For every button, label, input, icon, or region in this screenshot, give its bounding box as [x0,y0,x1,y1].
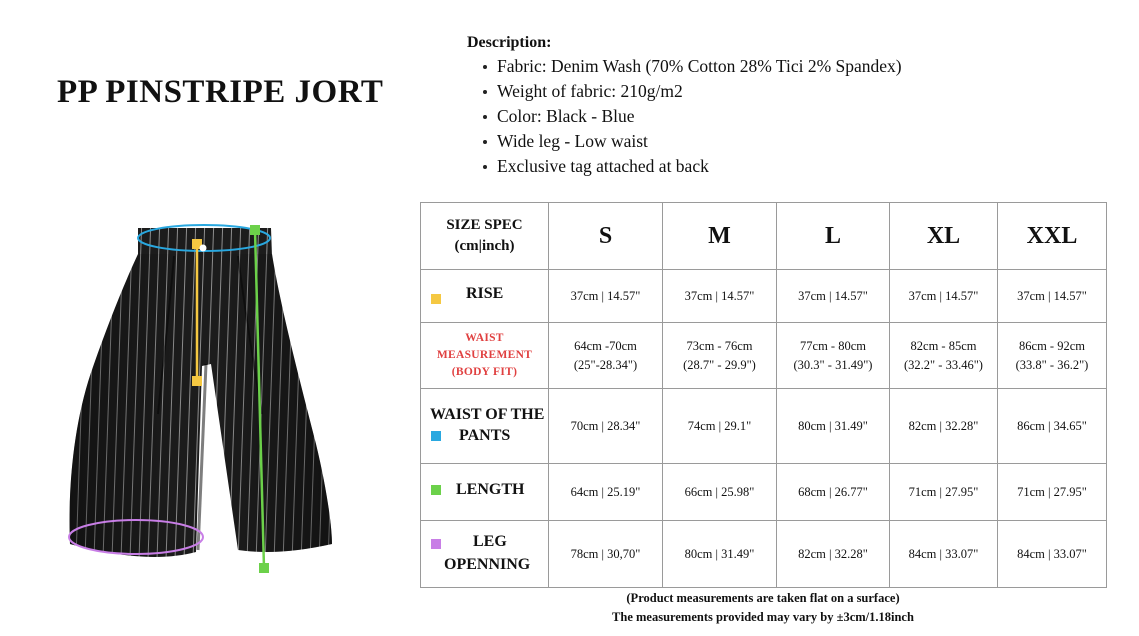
table-row-length [421,464,1107,521]
table-header-row [421,203,1107,270]
table-cell: 66cm | 25.98" [663,464,777,521]
size-header-s: S [549,203,663,270]
table-cell: 71cm | 27.95" [998,464,1107,521]
size-spec-table [420,202,1107,588]
table-cell: 37cm | 14.57" [890,270,998,323]
row-label-leg-opening: LEG OPENNING [421,521,549,588]
row-label-rise: RISE [421,270,549,323]
table-cell: 64cm | 25.19" [549,464,663,521]
description-list [467,54,1107,179]
product-title: PP PINSTRIPE JORT [57,74,384,110]
table-cell: 84cm | 33.07" [890,521,998,588]
table-cell: 78cm | 30,70" [549,521,663,588]
table-cell: 64cm -70cm (25"-28.34") [549,323,663,389]
table-cell: 77cm - 80cm (30.3" - 31.49") [777,323,890,389]
table-cell: 86cm | 34.65" [998,389,1107,464]
length-color-marker [431,485,441,495]
shorts-illustration [66,214,346,576]
table-cell: 37cm | 14.57" [777,270,890,323]
table-cell: 84cm | 33.07" [998,521,1107,588]
footnote-flat-measurement: (Product measurements are taken flat on a surface) [626,591,900,605]
table-cell: 74cm | 29.1" [663,389,777,464]
table-cell: 68cm | 26.77" [777,464,890,521]
length-marker-top [250,225,260,235]
length-marker-bottom [259,563,269,573]
table-cell: 82cm | 32.28" [890,389,998,464]
waist-color-marker [431,431,441,441]
footnote-tolerance: The measurements provided may vary by ±3cm/1.18inch [612,610,914,624]
size-header-l: L [777,203,890,270]
table-cell: 37cm | 14.57" [549,270,663,323]
table-cell: 80cm | 31.49" [777,389,890,464]
table-cell: 37cm | 14.57" [998,270,1107,323]
table-cell: 80cm | 31.49" [663,521,777,588]
rise-color-marker [431,294,441,304]
size-header-xl: XL [890,203,998,270]
table-cell: 82cm - 85cm (32.2" - 33.46") [890,323,998,389]
description-item-weight: Weight of fabric: 210g/m2 [483,79,1107,104]
description-item-tag: Exclusive tag attached at back [483,154,1107,179]
table-row-leg-opening [421,521,1107,588]
row-label-waist-of-pants: WAIST OF THE PANTS [421,389,549,464]
table-row-waist-of-pants [421,389,1107,464]
row-label-length: LENGTH [421,464,549,521]
description-item-fit: Wide leg - Low waist [483,129,1107,154]
leg-opening-color-marker [431,539,441,549]
size-spec-header: SIZE SPEC (cm|inch) [421,203,549,270]
table-cell: 73cm - 76cm (28.7" - 29.9") [663,323,777,389]
table-cell: 71cm | 27.95" [890,464,998,521]
description-item-color: Color: Black - Blue [483,104,1107,129]
row-label-waist-measurement: WAIST MEASUREMENT (BODY FIT) [421,323,549,389]
table-cell: 86cm - 92cm (33.8" - 36.2") [998,323,1107,389]
size-header-m: M [663,203,777,270]
size-header-xxl: XXL [998,203,1107,270]
description-heading: Description: [467,34,552,51]
table-cell: 82cm | 32.28" [777,521,890,588]
table-cell: 70cm | 28.34" [549,389,663,464]
table-row-waist-measurement [421,323,1107,389]
description-item-fabric: Fabric: Denim Wash (70% Cotton 28% Tici 2% Spandex) [483,54,1107,79]
table-cell: 37cm | 14.57" [663,270,777,323]
description-block [467,34,1107,179]
rise-marker-bottom [192,376,202,386]
table-row-rise [421,270,1107,323]
